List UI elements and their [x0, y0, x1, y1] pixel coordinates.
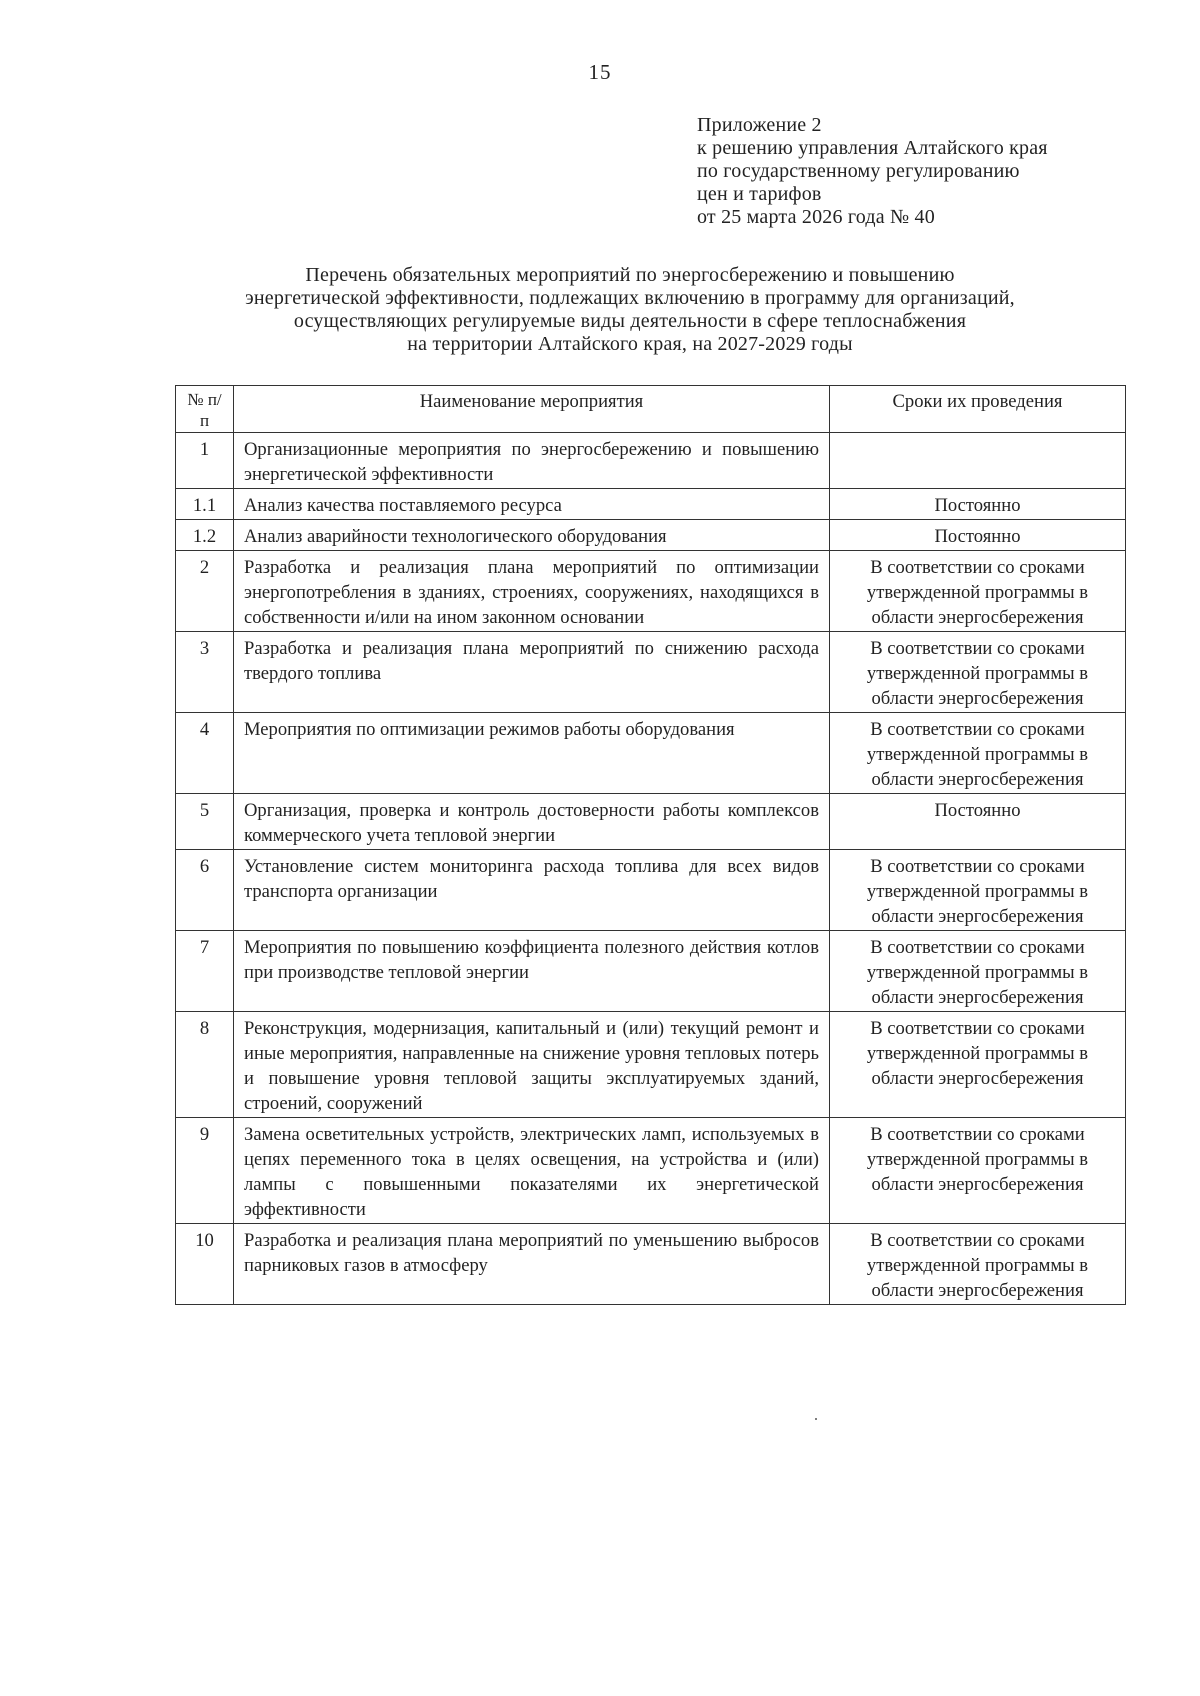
table-row	[176, 433, 1126, 489]
title-line: на территории Алтайского края, на 2027-2029 годы	[407, 333, 853, 355]
table-row	[176, 850, 1126, 931]
row-number: 1.1	[176, 489, 234, 520]
measure-name: Организация, проверка и контроль достоверности работы комплексов коммерческого учета тепловой энергии	[234, 794, 830, 850]
title-line: осуществляющих регулируемые виды деятельности в сфере теплоснабжения	[293, 310, 967, 332]
appendix-line: цен и тарифов	[697, 183, 822, 205]
table-row	[176, 632, 1126, 713]
table-row	[176, 1224, 1126, 1305]
column-header-name: Наименование мероприятия	[234, 386, 830, 433]
table-row	[176, 713, 1126, 794]
measure-name: Установление систем мониторинга расхода топлива для всех видов транспорта организации	[234, 850, 830, 931]
row-number: 9	[176, 1118, 234, 1224]
row-number: 2	[176, 551, 234, 632]
appendix-line: к решению управления Алтайского края	[697, 137, 1048, 159]
measure-name: Организационные мероприятия по энергосбережению и повышению энергетической эффективности	[234, 433, 830, 489]
measure-term: В соответствии со сроками утвержденной программы в области энергосбережения	[830, 1012, 1126, 1118]
measure-name: Мероприятия по оптимизации режимов работы оборудования	[234, 713, 830, 794]
row-number: 10	[176, 1224, 234, 1305]
row-number: 5	[176, 794, 234, 850]
measure-term: В соответствии со сроками утвержденной программы в области энергосбережения	[830, 1118, 1126, 1224]
measure-term: Постоянно	[830, 794, 1126, 850]
row-number: 4	[176, 713, 234, 794]
title-line: энергетической эффективности, подлежащих включению в программу для организаций,	[245, 287, 1015, 309]
table-row	[176, 931, 1126, 1012]
appendix-date-line: от 25 марта 2026 года № 40	[697, 206, 935, 228]
column-header-number: № п/п	[176, 386, 234, 433]
measure-name: Разработка и реализация плана мероприятий по оптимизации энергопотребления в зданиях, строениях, сооружениях, находящихся в собственности и/или на ином законном основании	[234, 551, 830, 632]
title-line: Перечень обязательных мероприятий по энергосбережению и повышению	[305, 264, 955, 286]
table-header-row	[176, 386, 1126, 433]
table-row	[176, 1118, 1126, 1224]
measure-name: Мероприятия по повышению коэффициента полезного действия котлов при производстве тепловой энергии	[234, 931, 830, 1012]
measure-name: Разработка и реализация плана мероприятий по снижению расхода твердого топлива	[234, 632, 830, 713]
measure-term: В соответствии со сроками утвержденной программы в области энергосбережения	[830, 1224, 1126, 1305]
scan-speck	[815, 1418, 817, 1420]
document-title	[150, 264, 1110, 356]
row-number: 7	[176, 931, 234, 1012]
measure-term: В соответствии со сроками утвержденной программы в области энергосбережения	[830, 632, 1126, 713]
measure-term: В соответствии со сроками утвержденной программы в области энергосбережения	[830, 850, 1126, 931]
row-number: 3	[176, 632, 234, 713]
measure-term: В соответствии со сроками утвержденной программы в области энергосбережения	[830, 551, 1126, 632]
row-number: 8	[176, 1012, 234, 1118]
table-row	[176, 489, 1126, 520]
measure-term: Постоянно	[830, 520, 1126, 551]
measure-name: Разработка и реализация плана мероприятий по уменьшению выбросов парниковых газов в атмосферу	[234, 1224, 830, 1305]
measure-name: Анализ аварийности технологического оборудования	[234, 520, 830, 551]
appendix-line: по государственному регулированию	[697, 160, 1020, 182]
measure-term: В соответствии со сроками утвержденной программы в области энергосбережения	[830, 931, 1126, 1012]
measure-term: Постоянно	[830, 489, 1126, 520]
row-number: 1	[176, 433, 234, 489]
page-number: 15	[588, 60, 612, 84]
column-header-term: Сроки их проведения	[830, 386, 1126, 433]
row-number: 6	[176, 850, 234, 931]
table-row	[176, 794, 1126, 850]
measures-table	[175, 385, 1126, 1305]
row-number: 1.2	[176, 520, 234, 551]
measure-name: Реконструкция, модернизация, капитальный и (или) текущий ремонт и иные мероприятия, направленные на снижение уровня тепловых потерь и повышение уровня тепловой защиты эксплуатируемых зданий, строений, сооружений	[234, 1012, 830, 1118]
appendix-header	[697, 114, 1048, 229]
measure-term: В соответствии со сроками утвержденной программы в области энергосбережения	[830, 713, 1126, 794]
appendix-title: Приложение 2	[697, 114, 822, 136]
table-row	[176, 520, 1126, 551]
measure-name: Замена осветительных устройств, электрических ламп, используемых в цепях переменного тока в целях освещения, на устройства и (или) лампы с повышенными показателями их энергетической эффективности	[234, 1118, 830, 1224]
measure-name: Анализ качества поставляемого ресурса	[234, 489, 830, 520]
table-row	[176, 551, 1126, 632]
table-row	[176, 1012, 1126, 1118]
measure-term	[830, 433, 1126, 489]
